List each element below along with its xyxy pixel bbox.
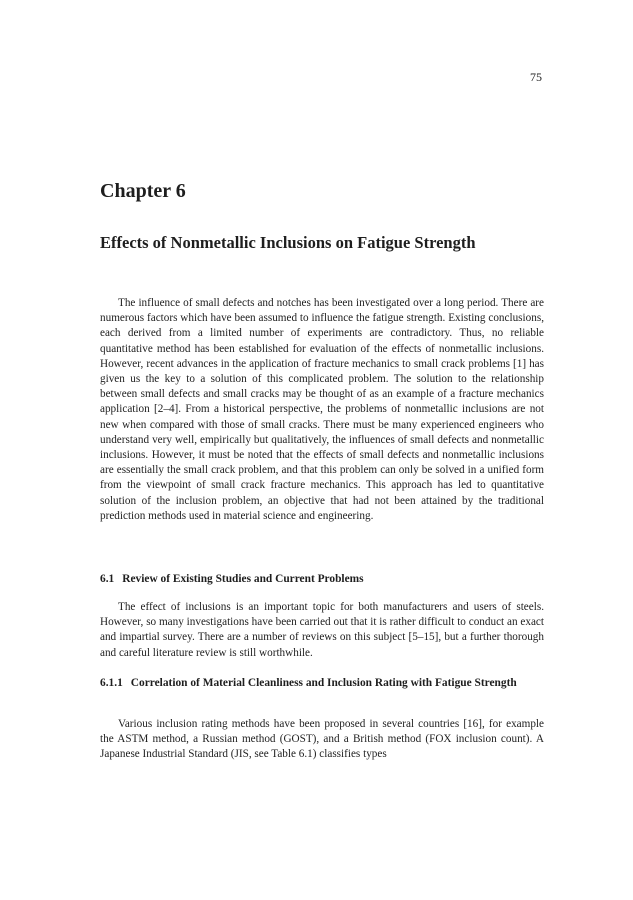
subsection-number: 6.1.1	[100, 677, 123, 689]
section-heading-6-1-1	[100, 676, 544, 691]
section-title: Review of Existing Studies and Current Problems	[122, 573, 364, 585]
section-6-1-1-paragraph: Various inclusion rating methods have been proposed in several countries [16], for example the ASTM method, a Russian method (GOST), and a British method (FOX inclusion count). A Japanese Industrial Standard (JIS, see Table 6.1) classifies types	[100, 718, 544, 761]
section-number: 6.1	[100, 573, 115, 585]
chapter-title: Effects of Nonmetallic Inclusions on Fatigue Strength	[100, 233, 476, 252]
subsection-title: Correlation of Material Cleanliness and Inclusion Rating with Fatigue Strength	[130, 677, 517, 689]
section-6-1-paragraph: The effect of inclusions is an important topic for both manufacturers and users of steels. However, so many investigations have been carried out that it is rather difficult to conduct an exact and impartial survey. There are a number of reviews on this subject [5–15], but a further thorough and careful literature review is still worthwhile.	[100, 601, 544, 659]
page-number: 75	[530, 70, 542, 84]
intro-paragraph: The influence of small defects and notches has been investigated over a long period. There are numerous factors which have been assumed to influence the fatigue strength. Existing conclusions, each derived from a limited number of experiments are contradictory. Thus, no reliable quantitative method has been established for evaluation of the effects of nonmetallic inclusions. However, recent advances in the application of fracture mechanics to small crack problems [1] has given us the key to a solution of this complicated problem. The solution to the relationship between small defects and small cracks may be thought of as an example of a fracture mechanics application [2–4]. From a historical perspective, the problems of nonmetallic inclusions are not new when compared with those of small cracks. There must be many experienced engineers who understand very well, empirically but qualitatively, the influences of small defects and nonmetallic inclusions. However, it must be noted that the effects of small defects and nonmetallic inclusions are essentially the small crack problem, and that this problem can only be solved in a unified form from the viewpoint of small crack fracture mechanics. This approach has led to quantitative solution of the inclusion problem, an objective that had not been attained by the traditional prediction methods used in material science and engineering.	[100, 297, 544, 522]
section-heading-6-1	[100, 572, 544, 587]
chapter-label: Chapter 6	[100, 180, 186, 202]
